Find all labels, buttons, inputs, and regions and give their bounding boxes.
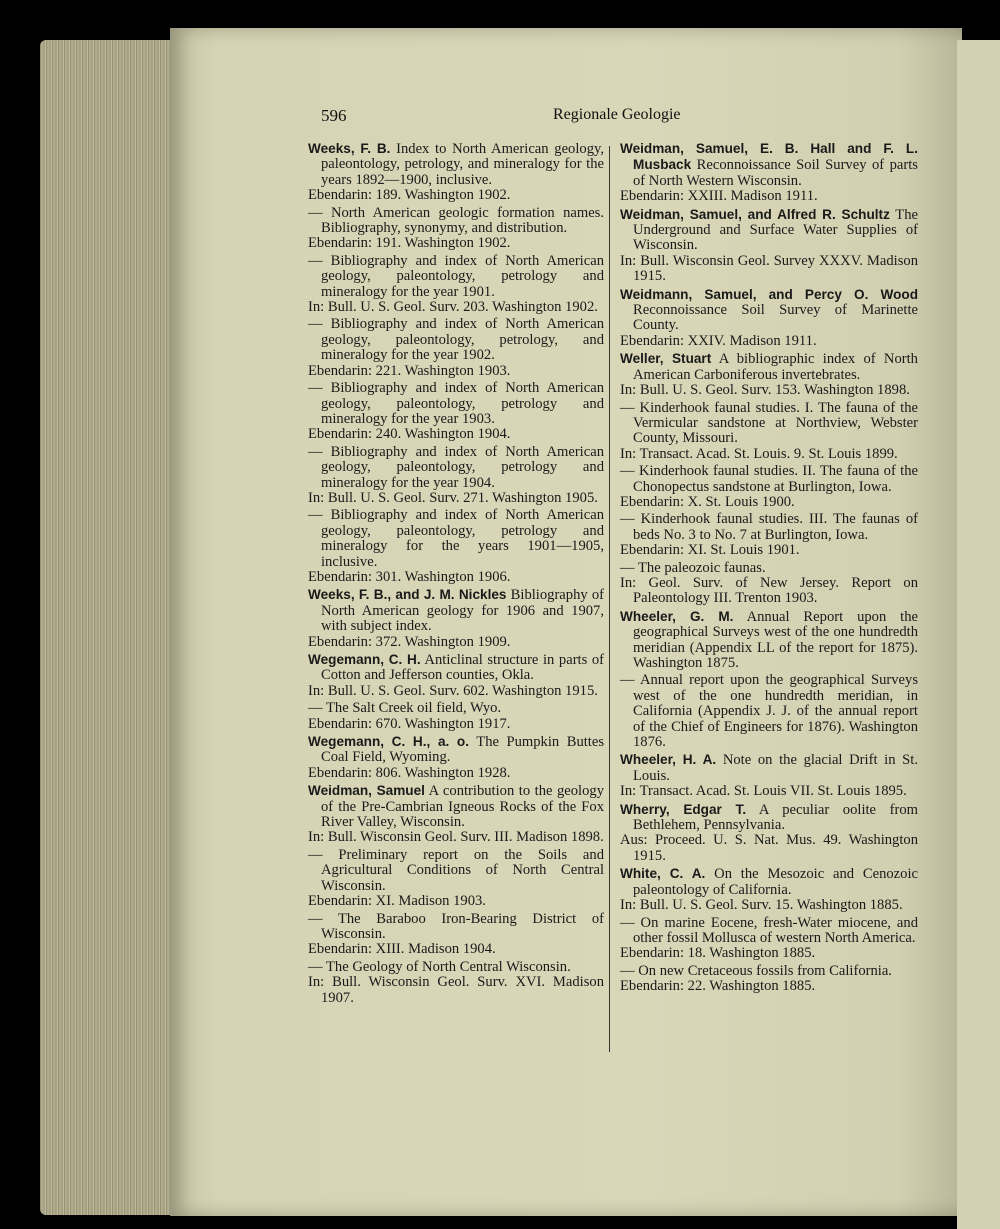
entry-author: Weidman, Samuel, and Alfred R. Schultz xyxy=(620,206,890,222)
entry-main xyxy=(620,673,918,750)
bibliography-entry xyxy=(308,508,604,585)
entry-source: Ebendarin: XI. Madison 1903. xyxy=(308,893,486,910)
entry-source: Ebendarin: 806. Washington 1928. xyxy=(308,764,511,781)
entry-main xyxy=(620,802,918,834)
entry-source: Ebendarin: 240. Washington 1904. xyxy=(308,426,511,443)
entry-title: A bibliographic index of North American Carboniferous invertebrates. xyxy=(633,351,918,383)
entry-main xyxy=(620,207,918,254)
entry-source: Ebendarin: XIII. Madison 1904. xyxy=(308,941,496,958)
entry-main xyxy=(308,141,604,188)
entry-author: White, C. A. xyxy=(620,866,706,882)
entry-source: In: Bull. U. S. Geol. Surv. 15. Washington 1885. xyxy=(620,897,903,914)
entry-source: Ebendarin: 221. Washington 1903. xyxy=(308,362,511,379)
entry-main xyxy=(620,287,918,334)
entry-main xyxy=(620,752,918,784)
entry-title: — Bibliography and index of North American geology, paleontology, petrology and mineralogy for the year 1901. xyxy=(308,252,604,300)
bibliography-entry xyxy=(308,912,604,958)
entry-main xyxy=(308,701,604,716)
bibliography-entry xyxy=(620,673,918,750)
entry-source: Aus: Proceed. U. S. Nat. Mus. 49. Washington 1915. xyxy=(620,832,918,864)
entry-main xyxy=(308,912,604,943)
bibliography-entry xyxy=(308,317,604,379)
bibliography-entry xyxy=(308,381,604,443)
entry-title: — The Baraboo Iron-Bearing District of Wisconsin. xyxy=(308,910,604,942)
entry-source: Ebendarin: 372. Washington 1909. xyxy=(308,633,511,650)
entry-author: Weeks, F. B., and J. M. Nickles xyxy=(308,587,507,603)
entry-title: Bibliography of North American geology for 1906 and 1907, with subject index. xyxy=(321,587,604,635)
entry-title: — Kinderhook faunal studies. I. The fauna of the Vermicular sandstone at Northview, Webster County, Missouri. xyxy=(620,399,918,447)
entry-source: Ebendarin: XXIV. Madison 1911. xyxy=(620,332,817,349)
entry-title: A peculiar oolite from Bethlehem, Pennsylvania. xyxy=(633,801,918,834)
entry-title: A contribution to the geology of the Pre-Cambrian Igneous Rocks of the Fox River Valley, Wisconsin. xyxy=(321,783,604,831)
bibliography-entry xyxy=(308,141,604,204)
entry-main xyxy=(308,734,604,766)
bibliography-entry xyxy=(308,445,604,507)
book-page-edges xyxy=(40,40,190,1215)
entry-source: Ebendarin: XXIII. Madison 1911. xyxy=(620,188,818,205)
entry-title: — Preliminary report on the Soils and Agricultural Conditions of North Central Wisconsin. xyxy=(308,846,604,894)
bibliography-entry xyxy=(620,207,918,285)
entry-main xyxy=(308,381,604,427)
left-column xyxy=(308,141,604,1008)
column-divider xyxy=(609,146,610,1052)
bibliography-entry xyxy=(308,734,604,781)
entry-main xyxy=(308,317,604,363)
entry-source: Ebendarin: 191. Washington 1902. xyxy=(308,235,511,252)
entry-author: Wegemann, C. H. xyxy=(308,652,421,667)
bibliography-entry xyxy=(620,752,918,799)
entry-author: Wherry, Edgar T. xyxy=(620,801,747,817)
bibliography-entry xyxy=(308,960,604,1006)
bibliography-entry xyxy=(620,802,918,865)
bibliography-entry xyxy=(308,587,604,650)
page-header xyxy=(321,106,941,128)
entry-source: In: Bull. Wisconsin Geol. Surv. III. Madison 1898. xyxy=(308,829,604,846)
entry-title: Reconnoissance Soil Survey of parts of North Western Wisconsin. xyxy=(633,157,918,189)
entry-main xyxy=(620,141,918,189)
entry-source: In: Geol. Surv. of New Jersey. Report on Paleontology III. Trenton 1903. xyxy=(620,574,918,607)
entry-title: — Bibliography and index of North American geology, paleontology, petrology and mineralogy for the years 1901—1905, inclusive. xyxy=(308,507,604,570)
bibliography-entry xyxy=(620,401,918,463)
bibliography-entry xyxy=(620,351,918,398)
entry-main xyxy=(308,508,604,570)
entry-title: — Kinderhook faunal studies. III. The faunas of beds No. 3 to No. 7 at Burlington, Iowa. xyxy=(620,511,918,543)
entry-author: Wheeler, G. M. xyxy=(620,608,734,624)
entry-title: Anticlinal structure in parts of Cotton and Jefferson counties, Okla. xyxy=(321,652,605,684)
facing-page-edge xyxy=(957,40,1000,1229)
bibliography-entry xyxy=(620,287,918,350)
entry-source: In: Bull. U. S. Geol. Surv. 271. Washington 1905. xyxy=(308,489,598,506)
entry-title: On the Mesozoic and Cenozoic paleontology of California. xyxy=(633,866,918,898)
bibliography-entry xyxy=(308,652,604,699)
entry-main xyxy=(620,609,918,672)
entry-main xyxy=(308,445,604,491)
entry-title: — On marine Eocene, fresh-Water miocene, and other fossil Mollusca of western North America. xyxy=(620,914,918,946)
entry-author: Wegemann, C. H., a. o. xyxy=(308,734,470,750)
entry-source: Ebendarin: 18. Washington 1885. xyxy=(620,945,816,962)
bibliography-entry xyxy=(620,916,918,962)
entry-title: The Underground and Surface Water Supplies of Wisconsin. xyxy=(633,206,918,254)
bibliography-entry xyxy=(308,783,604,846)
bibliography-entry xyxy=(308,848,604,910)
entry-main xyxy=(308,783,604,830)
entry-main xyxy=(308,587,604,634)
entry-title: — The Salt Creek oil field, Wyo. xyxy=(308,700,502,717)
entry-source: In: Bull. U. S. Geol. Surv. 602. Washington 1915. xyxy=(308,682,598,699)
entry-title: The Pumpkin Buttes Coal Field, Wyoming. xyxy=(321,734,605,766)
entry-author: Wheeler, H. A. xyxy=(620,752,717,768)
entry-title: — On new Cretaceous fossils from California. xyxy=(620,962,892,979)
bibliography-entry xyxy=(308,206,604,252)
entry-source: In: Transact. Acad. St. Louis. 9. St. Louis 1899. xyxy=(620,445,898,462)
page-number: 596 xyxy=(321,106,347,125)
entry-author: Weeks, F. B. xyxy=(308,141,391,156)
entry-main xyxy=(308,652,604,684)
entry-main xyxy=(308,848,604,894)
entry-main xyxy=(620,464,918,495)
entry-title: — Bibliography and index of North American geology, paleontology, petrology and mineralogy for the year 1903. xyxy=(308,380,604,427)
entry-title: — Annual report upon the geographical Surveys west of the one hundredth meridian, in California (Appendix J. J. of the annual report of the Chief of Engineers for 1876). Washington 1876. xyxy=(620,672,918,751)
entry-author: Weller, Stuart xyxy=(620,351,712,367)
entry-title: — North American geologic formation names. Bibliography, synonymy, and distribution. xyxy=(308,204,604,237)
bibliography-entry xyxy=(620,609,918,672)
entry-main xyxy=(308,960,604,975)
bibliography-entry xyxy=(308,701,604,732)
entry-source: Ebendarin: XI. St. Louis 1901. xyxy=(620,542,800,559)
entry-main xyxy=(308,254,604,300)
entry-main xyxy=(620,401,918,447)
running-title: Regionale Geologie xyxy=(553,106,681,123)
entry-title: Reconnoissance Soil Survey of Marinette County. xyxy=(633,302,918,334)
entry-main xyxy=(620,866,918,898)
bibliography-entry xyxy=(308,254,604,316)
entry-title: — The Geology of North Central Wisconsin. xyxy=(308,958,571,975)
entry-title: — The paleozoic faunas. xyxy=(620,559,766,576)
bibliography-entry xyxy=(620,464,918,510)
entry-source: Ebendarin: 189. Washington 1902. xyxy=(308,187,511,204)
entry-source: In: Transact. Acad. St. Louis VII. St. Louis 1895. xyxy=(620,783,907,800)
entry-source: Ebendarin: 301. Washington 1906. xyxy=(308,568,511,585)
entry-source: In: Bull. Wisconsin Geol. Survey XXXV. Madison 1915. xyxy=(620,252,918,285)
entry-title: — Kinderhook faunal studies. II. The fauna of the Chonopectus sandstone at Burlington, Iowa. xyxy=(620,463,918,495)
entry-source: Ebendarin: X. St. Louis 1900. xyxy=(620,493,795,510)
entry-source: In: Bull. U. S. Geol. Surv. 153. Washington 1898. xyxy=(620,382,910,399)
entry-main xyxy=(620,964,918,979)
entry-main xyxy=(620,916,918,947)
bibliography-entry xyxy=(620,561,918,607)
entry-main xyxy=(620,512,918,543)
bibliography-entry xyxy=(620,866,918,913)
entry-main xyxy=(308,206,604,237)
entry-title: Index to North American geology, paleontology, petrology, and mineralogy for the years 1892—1900, inclusive. xyxy=(321,141,604,188)
entry-title: — Bibliography and index of North American geology, paleontology, petrology and mineralogy for the year 1904. xyxy=(308,443,604,491)
entry-source: In: Bull. Wisconsin Geol. Surv. XVI. Madison 1907. xyxy=(308,974,604,1006)
entry-main xyxy=(620,561,918,576)
entry-author: Weidman, Samuel xyxy=(308,783,425,799)
entry-title: Annual Report upon the geographical Surveys west of the one hundredth meridian (Appendix LL of the report for 1875). Washington 1875. xyxy=(633,608,918,671)
bibliography-entry xyxy=(620,512,918,558)
entry-author: Weidmann, Samuel, and Percy O. Wood xyxy=(620,286,918,302)
entry-author: Weidman, Samuel, E. B. Hall and F. L. Musback xyxy=(620,141,918,173)
entry-source: In: Bull. U. S. Geol. Surv. 203. Washington 1902. xyxy=(308,299,598,316)
bibliography-entry xyxy=(620,141,918,205)
entry-title: — Bibliography and index of North American geology, paleontology, petrology, and mineralogy for the year 1902. xyxy=(308,316,604,364)
entry-title: Note on the glacial Drift in St. Louis. xyxy=(633,752,918,784)
right-column xyxy=(620,141,918,997)
entry-main xyxy=(620,351,918,383)
entry-source: Ebendarin: 670. Washington 1917. xyxy=(308,715,511,732)
entry-source: Ebendarin: 22. Washington 1885. xyxy=(620,978,816,995)
bibliography-entry xyxy=(620,964,918,995)
